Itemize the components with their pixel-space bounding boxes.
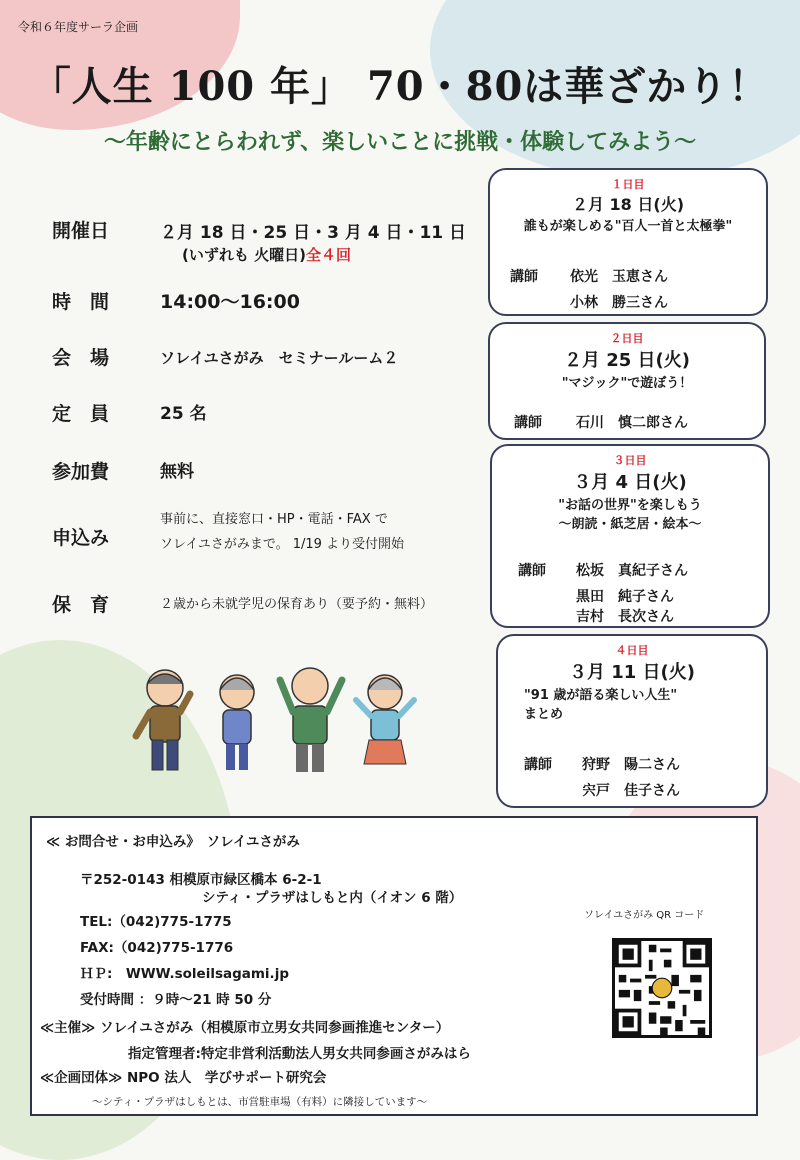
- qr-label: ソレイユさがみ QR コード: [584, 910, 705, 921]
- session-theme: "お話の世界"を楽しもう: [558, 498, 702, 513]
- contact-planning: ≪企画団体≫ NPO 法人 学びサポート研究会: [40, 1070, 327, 1086]
- instructor-label: 講師: [524, 757, 552, 773]
- senior-man-1: [136, 670, 190, 770]
- venue-label: 会 場: [52, 347, 110, 369]
- session-theme-sub: まとめ: [524, 707, 564, 722]
- session-date: ３月 4 日(火): [573, 472, 687, 493]
- apply-label: 申込み: [52, 527, 110, 549]
- contact-website[interactable]: ＨＰ: WWW.soleilsagami.jp: [80, 966, 289, 982]
- session-day: ４日目: [615, 644, 649, 657]
- contact-address-1: 〒252-0143 相模原市緑区橋本 6-2-1: [80, 872, 322, 888]
- date-count: 全４回: [305, 246, 351, 264]
- contact-organizer: ≪主催≫ ソレイユさがみ（相模原市立男女共同参画推進センター）: [40, 1020, 450, 1036]
- senior-woman-1: [220, 675, 254, 770]
- session-day: ３日目: [613, 454, 647, 467]
- capacity-label: 定 員: [52, 403, 110, 425]
- session-theme: 誰もが楽しめる"百人一首と太極拳": [523, 219, 733, 234]
- time-label: 時 間: [52, 291, 110, 313]
- contact-address-2: シティ・プラザはしもと内（イオン 6 階）: [202, 890, 463, 906]
- venue-value: ソレイユさがみ セミナールーム２: [160, 349, 399, 367]
- session-theme-sub: 〜朗読・紙芝居・絵本〜: [558, 517, 702, 532]
- page-subtitle: 〜年齢にとらわれず、楽しいことに挑戦・体験してみよう〜: [103, 130, 697, 155]
- contact-parking-note: 〜シティ・プラザはしもとは、市営駐車場（有料）に隣接しています〜: [92, 1096, 428, 1108]
- instructor-label: 講師: [518, 563, 546, 579]
- contact-fax: FAX:（042)775-1776: [80, 940, 234, 956]
- instructor-name: 吉村 長次さん: [576, 609, 674, 625]
- senior-man-2: [280, 668, 342, 772]
- instructor-label: 講師: [514, 415, 542, 431]
- capacity-value: 25 名: [160, 404, 207, 424]
- session-theme: "91 歳が語る楽しい人生": [524, 688, 678, 703]
- instructor-name: 依光 玉恵さん: [570, 269, 668, 285]
- session-day: ２日目: [610, 332, 644, 345]
- session-date: ２月 25 日(火): [563, 350, 691, 371]
- fee-value: 無料: [160, 462, 194, 482]
- session-day: １日目: [611, 178, 645, 191]
- instructor-name: 狩野 陽二さん: [582, 757, 680, 773]
- contact-hours: 受付時間 ：９時〜21 時 50 分: [80, 992, 272, 1008]
- contact-heading: ≪ お問合せ・お申込み》 ソレイユさがみ: [46, 834, 300, 850]
- instructor-name: 宍戸 佳子さん: [582, 783, 680, 799]
- apply-line-1: 事前に、直接窓口・HP・電話・FAX で: [160, 512, 388, 527]
- page-title: 「人生 100 年」 70・80は華ざかり！: [30, 63, 770, 110]
- instructor-name: 石川 慎二郎さん: [576, 415, 688, 431]
- senior-woman-2: [356, 675, 414, 764]
- contact-tel: TEL:（042)775-1775: [80, 914, 232, 930]
- childcare-label: 保 育: [52, 594, 110, 616]
- instructor-label: 講師: [510, 269, 538, 285]
- instructor-name: 小林 勝三さん: [570, 295, 668, 311]
- contact-manager: 指定管理者:特定非営利活動法人男女共同参画さがみはら: [128, 1046, 471, 1062]
- instructor-name: 黒田 純子さん: [576, 589, 674, 605]
- session-date: ３月 11 日(火): [568, 662, 696, 683]
- fee-label: 参加費: [52, 461, 110, 483]
- contact-box: [30, 816, 758, 1116]
- seniors-cheering-illustration: [130, 660, 430, 780]
- date-label: 開催日: [52, 220, 110, 242]
- session-card-2: [488, 322, 766, 440]
- session-theme: "マジック"で遊ぼう！: [561, 376, 693, 391]
- session-card-1: [488, 168, 768, 316]
- date-note: (いずれも 火曜日)全４回: [182, 246, 351, 264]
- qr-code-icon[interactable]: [612, 938, 712, 1038]
- session-card-3: [490, 444, 770, 628]
- session-date: ２月 18 日(火): [571, 195, 685, 214]
- childcare-value: ２歳から未就学児の保育あり（要予約・無料）: [160, 597, 434, 612]
- time-value: 14:00〜16:00: [160, 291, 300, 313]
- instructor-name: 松坂 真紀子さん: [576, 563, 688, 579]
- session-card-4: [496, 634, 768, 808]
- apply-line-2: ソレイユさがみまで。 1/19 より受付開始: [160, 537, 405, 552]
- date-value: ２月 18 日・25 日・3 月 4 日・11 日: [160, 223, 467, 243]
- event-series-label: 令和６年度サーラ企画: [18, 20, 139, 34]
